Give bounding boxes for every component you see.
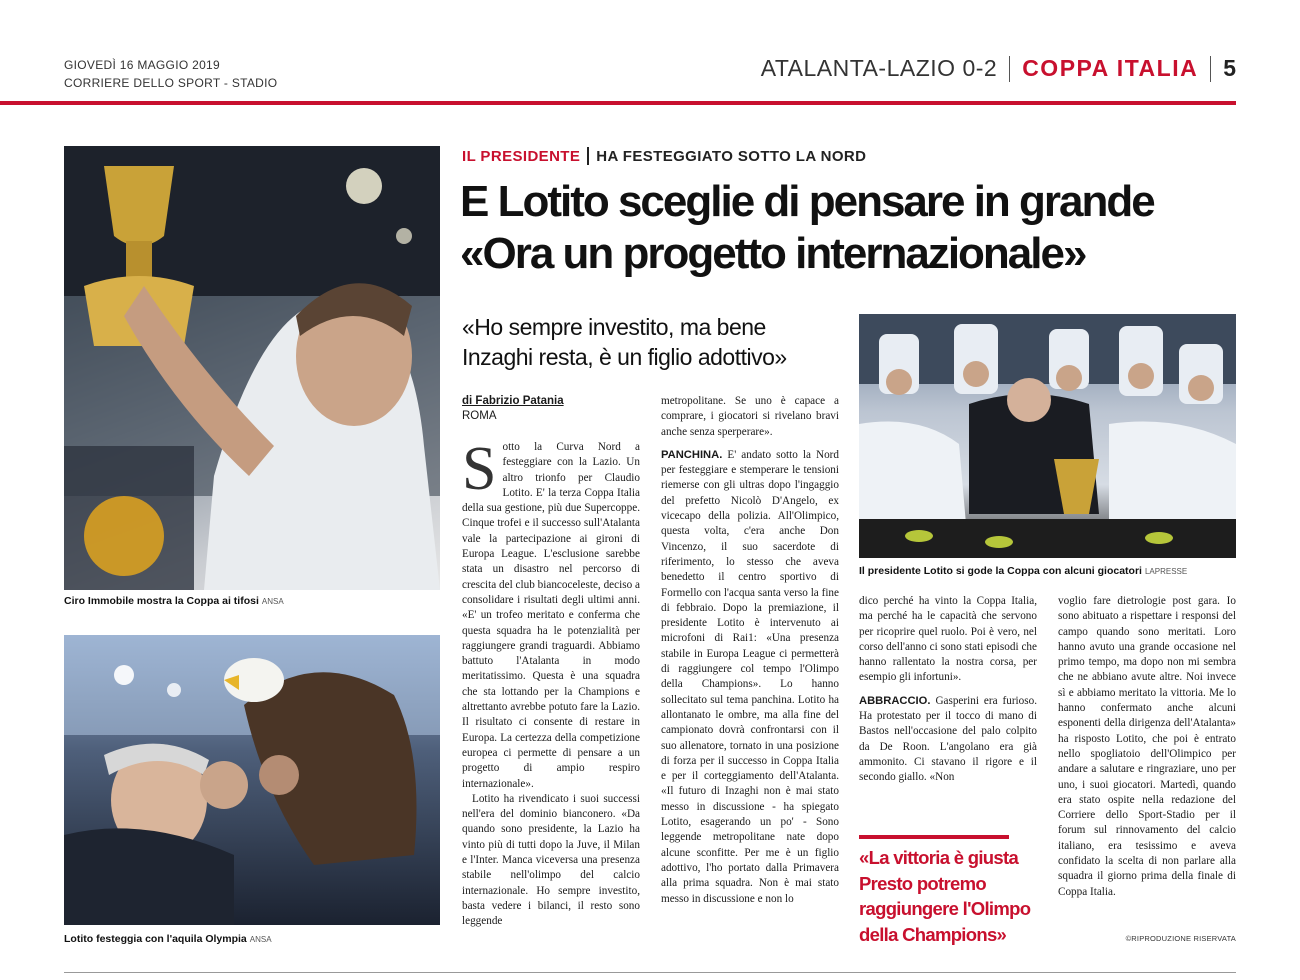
photo-agency: LAPRESSE [1144,567,1188,576]
match-result: ATALANTA-LAZIO 0-2 [760,55,998,81]
photo-caption: Il presidente Lotito si gode la Coppa con alcuni giocatori LAPRESSE [859,565,1188,577]
copyright-notice: ©RIPRODUZIONE RISERVATA [1125,934,1236,943]
page-number: 5 [1223,55,1236,81]
article-subtitle [462,312,852,372]
photo-lotito-eagle [64,635,440,925]
paragraph-lead: ABBRACCIO. [859,694,931,707]
headline-line: «Ora un progetto internazionale» [460,229,1086,278]
header-meta [64,56,277,92]
article-column-4 [1058,594,1236,900]
author: di Fabrizio Patania [462,395,564,407]
drop-cap: S [462,435,497,503]
photo-agency: ANSA [249,935,272,944]
headline-line: E Lotito sceglie di pensare in grande [460,177,1154,226]
pull-quote: «La vittoria è giusta Presto potremo raggiungere l'Olimpo della Champions» [859,847,1031,945]
header-divider [1210,56,1211,82]
header-divider [1009,56,1010,82]
paragraph: voglio fare dietrologie post gara. Io sono abituato a rispettare i responsi del campo quando sono meritati. Loro hanno avuto una grande occasione nel primo tempo, ma dopo non mi sembra che ne abbiano avute altre. Noi invece sì e abbiamo meritato la vittoria. Me lo hanno confermato anche alcuni esponenti della dirigenza dell'Atalanta» ha risposto Lotito, che poi è entrato nello spogliatoio dell'Olimpico per andare a salutare e ringraziare, uno per uno, i suoi giocatori. Martedì, quando era stato ospite nella redazione del Corriere dello Sport-Stadio per il forum sul rinnovamento del calcio italiano, era tesissimo e aveva confidato la scelta di non parlare alla squadra il giorno prima della finale di Coppa Italia. [1058,595,1236,898]
photo-lotito-players [859,314,1236,558]
article-column-3 [859,594,1037,786]
photo-caption: Lotito festeggia con l'aquila Olympia ANSA [64,933,272,945]
paragraph: PANCHINA. E' andato sotto la Nord per festeggiare e stemperare le tensioni riemerse con gli ultras dopo l'ingaggio del prefetto Nicolò D'Angelo, ex vicecapo della polizia. All'Olimpico, questa volta, c'era anche Don Vincenzo, il suo sacerdote di riferimento, lo stesso che aveva benedetto il centro sportivo di Formello con l'acqua santa verso la fine di febbraio. Dopo la premiazione, il presidente Lotito è intervenuto ai microfoni di Rai1: «Una presenza stabile in Europa League ci permetterà di raggiungere col tempo l'Olimpo della Champions». Lo hanno sollecitato sul tema panchina. Lotito ha allontanato le ombre, ma alla fine del campionato dovrà confrontarsi con il suo allenatore, tornato in una posizione di forza per il successo in Coppa Italia e per il corteggiamento dell'Atalanta. «Il futuro di Inzaghi non è mai stato messo in discussione - ha spiegato Lotito, esagerando un po' - Sono leggende metropolitane nate dopo alcune sconfitte. Per me è un figlio adottivo, l'ho portato dalla Primavera alla prima squadra. Non è mai stato messo in discussione e non lo [661,448,840,905]
article-column-1 [462,435,640,930]
article-kicker [462,147,866,165]
paragraph: Sotto la Curva Nord a festeggiare con la Lazio. Un altro trionfo per Claudio Lotito. E' la terza Coppa Italia della sua gestione, più due Supercoppe. Cinque trofei e il successo sull'Atalanta vale la partecipazione ai gironi di Europa League. L'esclusione sarebbe stata un disastro nel percorso di crescita del club biancoceleste, deciso a consolidare i risultati degli ultimi anni. «E' un trofeo meritato e conferma che questa squadra ha le potenzialità per raggiungere grandi traguardi. Abbiamo battuto l'Atalanta in modo meritatissimo. Questa è una squadra che sta lottando per la Champions e altrettanto avrebbe potuto fare la Lazio. Il risultato ci consente di restare in Europa. La certezza della competizione europea ci permette di pensare a un progetto di ampio respiro internazionale». [462,435,640,790]
kicker-text: HA FESTEGGIATO SOTTO LA NORD [596,147,867,165]
subtitle-line: «Ho sempre investito, ma bene [462,314,766,340]
paragraph: Lotito ha rivendicato i suoi successi nell'era del dominio bianconero. «Da quando sono presidente, la Lazio ha vinto più di tutti dopo la Juve, il Milan e l'Inter. Manca viceversa una presenza stabile nell'olimpo del calcio internazionale. Ho sempre investito, basta vedere i bilanci, il resto sono leggende [462,792,640,928]
photo-illustration [64,146,440,590]
kicker-divider [587,147,589,165]
photo-immobile-trophy [64,146,440,590]
photo-illustration [859,314,1236,558]
article-headline [460,176,1250,280]
header-rule [0,101,1236,105]
footer-rule [64,972,1236,973]
dateline: ROMA [462,410,497,422]
newspaper-name: CORRIERE DELLO SPORT - STADIO [64,76,278,90]
article-column-2 [661,394,839,907]
paragraph: dico perché ha vinto la Coppa Italia, ma perché ha le capacità che servono per ricoprire quel ruolo. Poi è vero, nel corso dell'anno ci sono stati episodi che hanno rallentato la nostra corsa, per esempio gli infortuni». [859,595,1037,684]
paragraph-lead: PANCHINA. [661,448,723,461]
subtitle-line: Inzaghi resta, è un figlio adottivo» [462,344,787,370]
pullquote-rule [859,835,1009,839]
photo-agency: ANSA [261,597,284,606]
paragraph: ABBRACCIO. Gasperini era furioso. Ha protestato per il tocco di mano di Bastos nell'occasione del palo colpito da De Roon. L'angolano era già ammonito. Ci stavano il rigore e il secondo giallo. «Non [859,694,1037,784]
byline [462,394,564,424]
photo-caption: Ciro Immobile mostra la Coppa ai tifosi ANSA [64,595,284,607]
photo-illustration [64,635,440,925]
kicker-label: IL PRESIDENTE [462,147,581,165]
paragraph: metropolitane. Se uno è capace a comprare, i giocatori si rivelano bravi anche senza sperperare». [661,395,839,438]
section-title: COPPA ITALIA [1022,55,1199,81]
issue-date: GIOVEDÌ 16 MAGGIO 2019 [64,58,220,72]
header-right [761,55,1236,82]
